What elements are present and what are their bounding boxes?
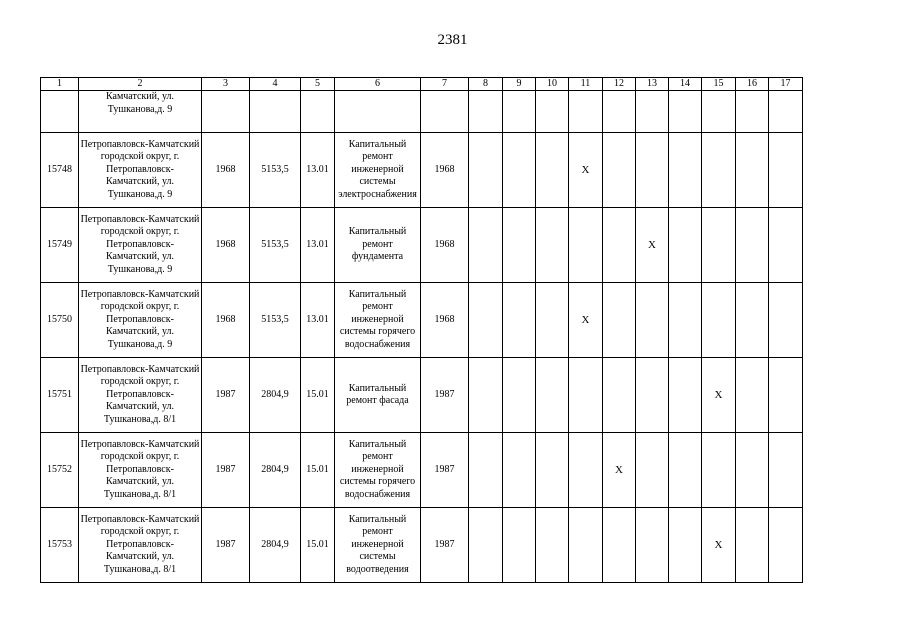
empty-cell xyxy=(469,91,503,133)
mark-cell xyxy=(536,358,569,433)
code-cell: 13.01 xyxy=(301,133,335,208)
mark-cell xyxy=(503,508,536,583)
column-number: 15 xyxy=(702,78,736,91)
empty-cell xyxy=(421,91,469,133)
code-cell: 13.01 xyxy=(301,283,335,358)
address-cell: Петропавловск-Камчатский городской округ, г. Петропавловск-Камчатский, ул. Тушканова,д. 8/1 xyxy=(79,358,202,433)
mark-cell xyxy=(636,508,669,583)
mark-cell xyxy=(669,508,702,583)
table-row xyxy=(41,358,803,433)
empty-cell xyxy=(736,91,769,133)
year-built-cell: 1987 xyxy=(202,358,250,433)
column-number: 9 xyxy=(503,78,536,91)
empty-cell xyxy=(301,91,335,133)
row-id-cell: 15752 xyxy=(41,433,79,508)
column-number: 2 xyxy=(79,78,202,91)
mark-cell xyxy=(569,433,603,508)
mark-cell xyxy=(469,508,503,583)
mark-cell xyxy=(503,358,536,433)
mark-cell: Х xyxy=(569,133,603,208)
mark-cell xyxy=(569,358,603,433)
year-built-cell: 1987 xyxy=(202,433,250,508)
mark-cell: Х xyxy=(636,208,669,283)
row-id-cell: 15748 xyxy=(41,133,79,208)
mark-cell xyxy=(503,283,536,358)
mark-cell xyxy=(503,433,536,508)
mark-cell xyxy=(769,508,803,583)
year-cell: 1968 xyxy=(421,208,469,283)
column-number: 7 xyxy=(421,78,469,91)
table-row xyxy=(41,283,803,358)
mark-cell xyxy=(669,133,702,208)
mark-cell xyxy=(536,508,569,583)
area-cell: 2804,9 xyxy=(250,358,301,433)
mark-cell xyxy=(769,433,803,508)
mark-cell xyxy=(736,208,769,283)
code-cell: 15.01 xyxy=(301,358,335,433)
column-number-row xyxy=(41,78,803,91)
work-type-cell: Капитальный ремонт инженерной системы горячего водоснабжения xyxy=(335,283,421,358)
mark-cell xyxy=(469,283,503,358)
mark-cell xyxy=(636,133,669,208)
empty-cell xyxy=(603,91,636,133)
mark-cell xyxy=(736,433,769,508)
address-cell: Петропавловск-Камчатский городской округ, г. Петропавловск-Камчатский, ул. Тушканова,д. 8/1 xyxy=(79,433,202,508)
mark-cell xyxy=(536,283,569,358)
empty-cell xyxy=(41,91,79,133)
work-type-cell: Капитальный ремонт инженерной системы горячего водоснабжения xyxy=(335,433,421,508)
address-cell: Петропавловск-Камчатский городской округ, г. Петропавловск-Камчатский, ул. Тушканова,д. 9 xyxy=(79,283,202,358)
empty-cell xyxy=(669,91,702,133)
column-number: 1 xyxy=(41,78,79,91)
mark-cell xyxy=(469,433,503,508)
table-row xyxy=(41,433,803,508)
mark-cell: Х xyxy=(702,358,736,433)
mark-cell xyxy=(669,283,702,358)
mark-cell xyxy=(469,358,503,433)
empty-cell xyxy=(569,91,603,133)
area-cell: 5153,5 xyxy=(250,208,301,283)
address-cell: Петропавловск-Камчатский городской округ, г. Петропавловск-Камчатский, ул. Тушканова,д. 9 xyxy=(79,208,202,283)
mark-cell xyxy=(736,283,769,358)
mark-cell xyxy=(769,358,803,433)
column-number: 11 xyxy=(569,78,603,91)
year-cell: 1987 xyxy=(421,358,469,433)
mark-cell xyxy=(503,208,536,283)
registry-table xyxy=(40,77,803,583)
mark-cell xyxy=(536,433,569,508)
mark-cell xyxy=(736,358,769,433)
mark-cell xyxy=(736,508,769,583)
column-number: 16 xyxy=(736,78,769,91)
empty-cell xyxy=(335,91,421,133)
year-cell: 1968 xyxy=(421,133,469,208)
mark-cell xyxy=(769,283,803,358)
year-cell: 1968 xyxy=(421,283,469,358)
code-cell: 13.01 xyxy=(301,208,335,283)
empty-cell xyxy=(702,91,736,133)
year-cell: 1987 xyxy=(421,508,469,583)
row-id-cell: 15753 xyxy=(41,508,79,583)
mark-cell xyxy=(569,208,603,283)
column-number: 4 xyxy=(250,78,301,91)
code-cell: 15.01 xyxy=(301,433,335,508)
mark-cell xyxy=(769,133,803,208)
row-id-cell: 15749 xyxy=(41,208,79,283)
year-built-cell: 1987 xyxy=(202,508,250,583)
area-cell: 5153,5 xyxy=(250,133,301,208)
area-cell: 2804,9 xyxy=(250,508,301,583)
mark-cell xyxy=(569,508,603,583)
code-cell: 15.01 xyxy=(301,508,335,583)
mark-cell xyxy=(469,133,503,208)
mark-cell xyxy=(669,358,702,433)
column-number: 17 xyxy=(769,78,803,91)
mark-cell xyxy=(702,283,736,358)
table-row xyxy=(41,133,803,208)
area-cell: 5153,5 xyxy=(250,283,301,358)
mark-cell xyxy=(769,208,803,283)
mark-cell xyxy=(536,133,569,208)
mark-cell xyxy=(636,283,669,358)
mark-cell xyxy=(603,508,636,583)
empty-cell xyxy=(636,91,669,133)
year-built-cell: 1968 xyxy=(202,208,250,283)
column-number: 5 xyxy=(301,78,335,91)
continuation-row xyxy=(41,91,803,133)
row-id-cell: 15751 xyxy=(41,358,79,433)
mark-cell xyxy=(736,133,769,208)
column-number: 6 xyxy=(335,78,421,91)
address-cell: Петропавловск-Камчатский городской округ, г. Петропавловск-Камчатский, ул. Тушканова,д. 9 xyxy=(79,133,202,208)
mark-cell xyxy=(603,283,636,358)
work-type-cell: Капитальный ремонт инженерной системы водоотведения xyxy=(335,508,421,583)
empty-cell xyxy=(769,91,803,133)
column-number: 8 xyxy=(469,78,503,91)
mark-cell xyxy=(669,433,702,508)
area-cell: 2804,9 xyxy=(250,433,301,508)
mark-cell: Х xyxy=(569,283,603,358)
mark-cell xyxy=(603,133,636,208)
mark-cell xyxy=(603,358,636,433)
mark-cell xyxy=(702,208,736,283)
row-id-cell: 15750 xyxy=(41,283,79,358)
work-type-cell: Капитальный ремонт фундамента xyxy=(335,208,421,283)
column-number: 13 xyxy=(636,78,669,91)
year-built-cell: 1968 xyxy=(202,283,250,358)
column-number: 12 xyxy=(603,78,636,91)
mark-cell xyxy=(636,358,669,433)
mark-cell xyxy=(503,133,536,208)
mark-cell xyxy=(669,208,702,283)
mark-cell xyxy=(536,208,569,283)
year-built-cell: 1968 xyxy=(202,133,250,208)
address-cell: Камчатский, ул. Тушканова,д. 9 xyxy=(79,91,202,133)
work-type-cell: Капитальный ремонт фасада xyxy=(335,358,421,433)
page-number: 2381 xyxy=(437,32,468,48)
mark-cell xyxy=(469,208,503,283)
column-number: 14 xyxy=(669,78,702,91)
empty-cell xyxy=(202,91,250,133)
empty-cell xyxy=(536,91,569,133)
column-number: 10 xyxy=(536,78,569,91)
mark-cell xyxy=(636,433,669,508)
table-row xyxy=(41,508,803,583)
mark-cell: Х xyxy=(702,508,736,583)
empty-cell xyxy=(250,91,301,133)
column-number: 3 xyxy=(202,78,250,91)
empty-cell xyxy=(503,91,536,133)
address-cell: Петропавловск-Камчатский городской округ, г. Петропавловск-Камчатский, ул. Тушканова,д. 8/1 xyxy=(79,508,202,583)
mark-cell xyxy=(603,208,636,283)
work-type-cell: Капитальный ремонт инженерной системы электроснабжения xyxy=(335,133,421,208)
mark-cell xyxy=(702,133,736,208)
mark-cell: Х xyxy=(603,433,636,508)
mark-cell xyxy=(702,433,736,508)
table-row xyxy=(41,208,803,283)
year-cell: 1987 xyxy=(421,433,469,508)
